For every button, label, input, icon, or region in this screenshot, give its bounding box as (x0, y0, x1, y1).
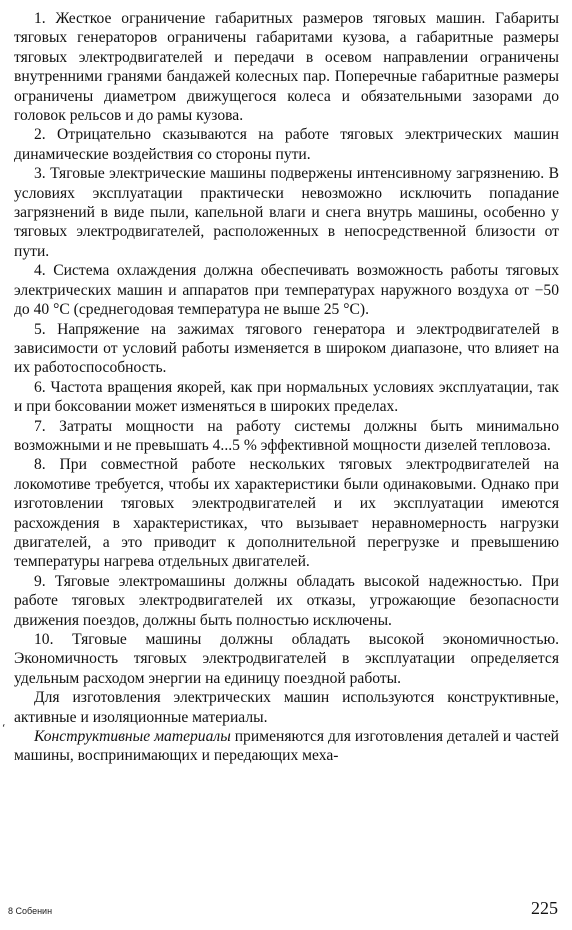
paragraph-7: 7. Затраты мощности на работу системы должны быть минимально возможными и не превышать 4...5 % эффективной мощности дизелей тепловоза. (14, 417, 559, 454)
paragraph-constructive-materials (14, 727, 559, 766)
page-body (14, 9, 559, 766)
paragraph-10: 10. Тяговые машины должны обладать высокой экономичностью. Экономичность тяговых электродвигателей в эксплуатации определяется удельным расходом энергии на единицу поездной работы. (14, 631, 559, 687)
paragraph-9: 9. Тяговые электромашины должны обладать высокой надежностью. При работе тяговых электродвигателей их отказы, угрожающие безопасности движения поездов, должны быть полностью исключены. (14, 572, 559, 629)
paragraph-4: 4. Система охлаждения должна обеспечивать возможность работы тяговых электрических машин и аппаратов при температурах наружного воздуха от −50 до 40 °С (среднегодовая температура не выше 25 °С). (14, 262, 559, 319)
paragraph-6: 6. Частота вращения якорей, как при нормальных условиях эксплуатации, так и при боксовании может изменяться в широких пределах. (14, 378, 559, 416)
paragraph-materials: Для изготовления электрических машин используются конструктивные, активные и изоляционные материалы. (14, 689, 559, 726)
italic-term: Конструктивные материалы (34, 728, 231, 746)
page-number: 225 (531, 898, 558, 918)
paragraph-5: 5. Напряжение на зажимах тягового генератора и электродвигателей в зависимости от условий работы изменяется в широком диапазоне, что влияет на их работоспособность. (14, 320, 559, 377)
paragraph-1: 1. Жесткое ограничение габаритных размеров тяговых машин. Габариты тяговых генераторов ограничены габаритами кузова, а габаритные размеры тяговых электродвигателей и передачи в осевом направлении ограничены внутренними гранями бандажей колесных пар. Поперечные габаритные размеры ограничены диаметром движущегося колеса и обязательными зазорами до головок рельсов и до рамы кузова. (14, 10, 559, 125)
paragraph-8: 8. При совместной работе нескольких тяговых электродвигателей на локомотиве требуется, чтобы их характеристики были одинаковыми. Однако при изготовлении тяговых электродвигателей и их эксплуатации имеются расхождения в характеристиках, что вызывает неравномерность нагрузки двигателей, а это приводит к дополнительной перегрузке и превышению температуры нагрева отдельных двигателей. (14, 456, 559, 571)
signature-mark: 8 Собенин (8, 906, 53, 916)
paragraph-3: 3. Тяговые электрические машины подвержены интенсивному загрязнению. В условиях эксплуатации практически невозможно исключить попадание загрязнений в виде пыли, капельной влаги и снега внутрь машины, особенно у тяговых электродвигателей, расположенных в непосредственной близости от пути. (14, 165, 559, 260)
paragraph-continuation: применяются для изготовления деталей и частей машины, воспринимающих и передающих меха- (14, 728, 559, 765)
paragraph-2: 2. Отрицательно сказываются на работе тяговых электрических машин динамические воздействия со стороны пути. (14, 126, 559, 163)
margin-tick-mark: ‘ (2, 722, 6, 735)
